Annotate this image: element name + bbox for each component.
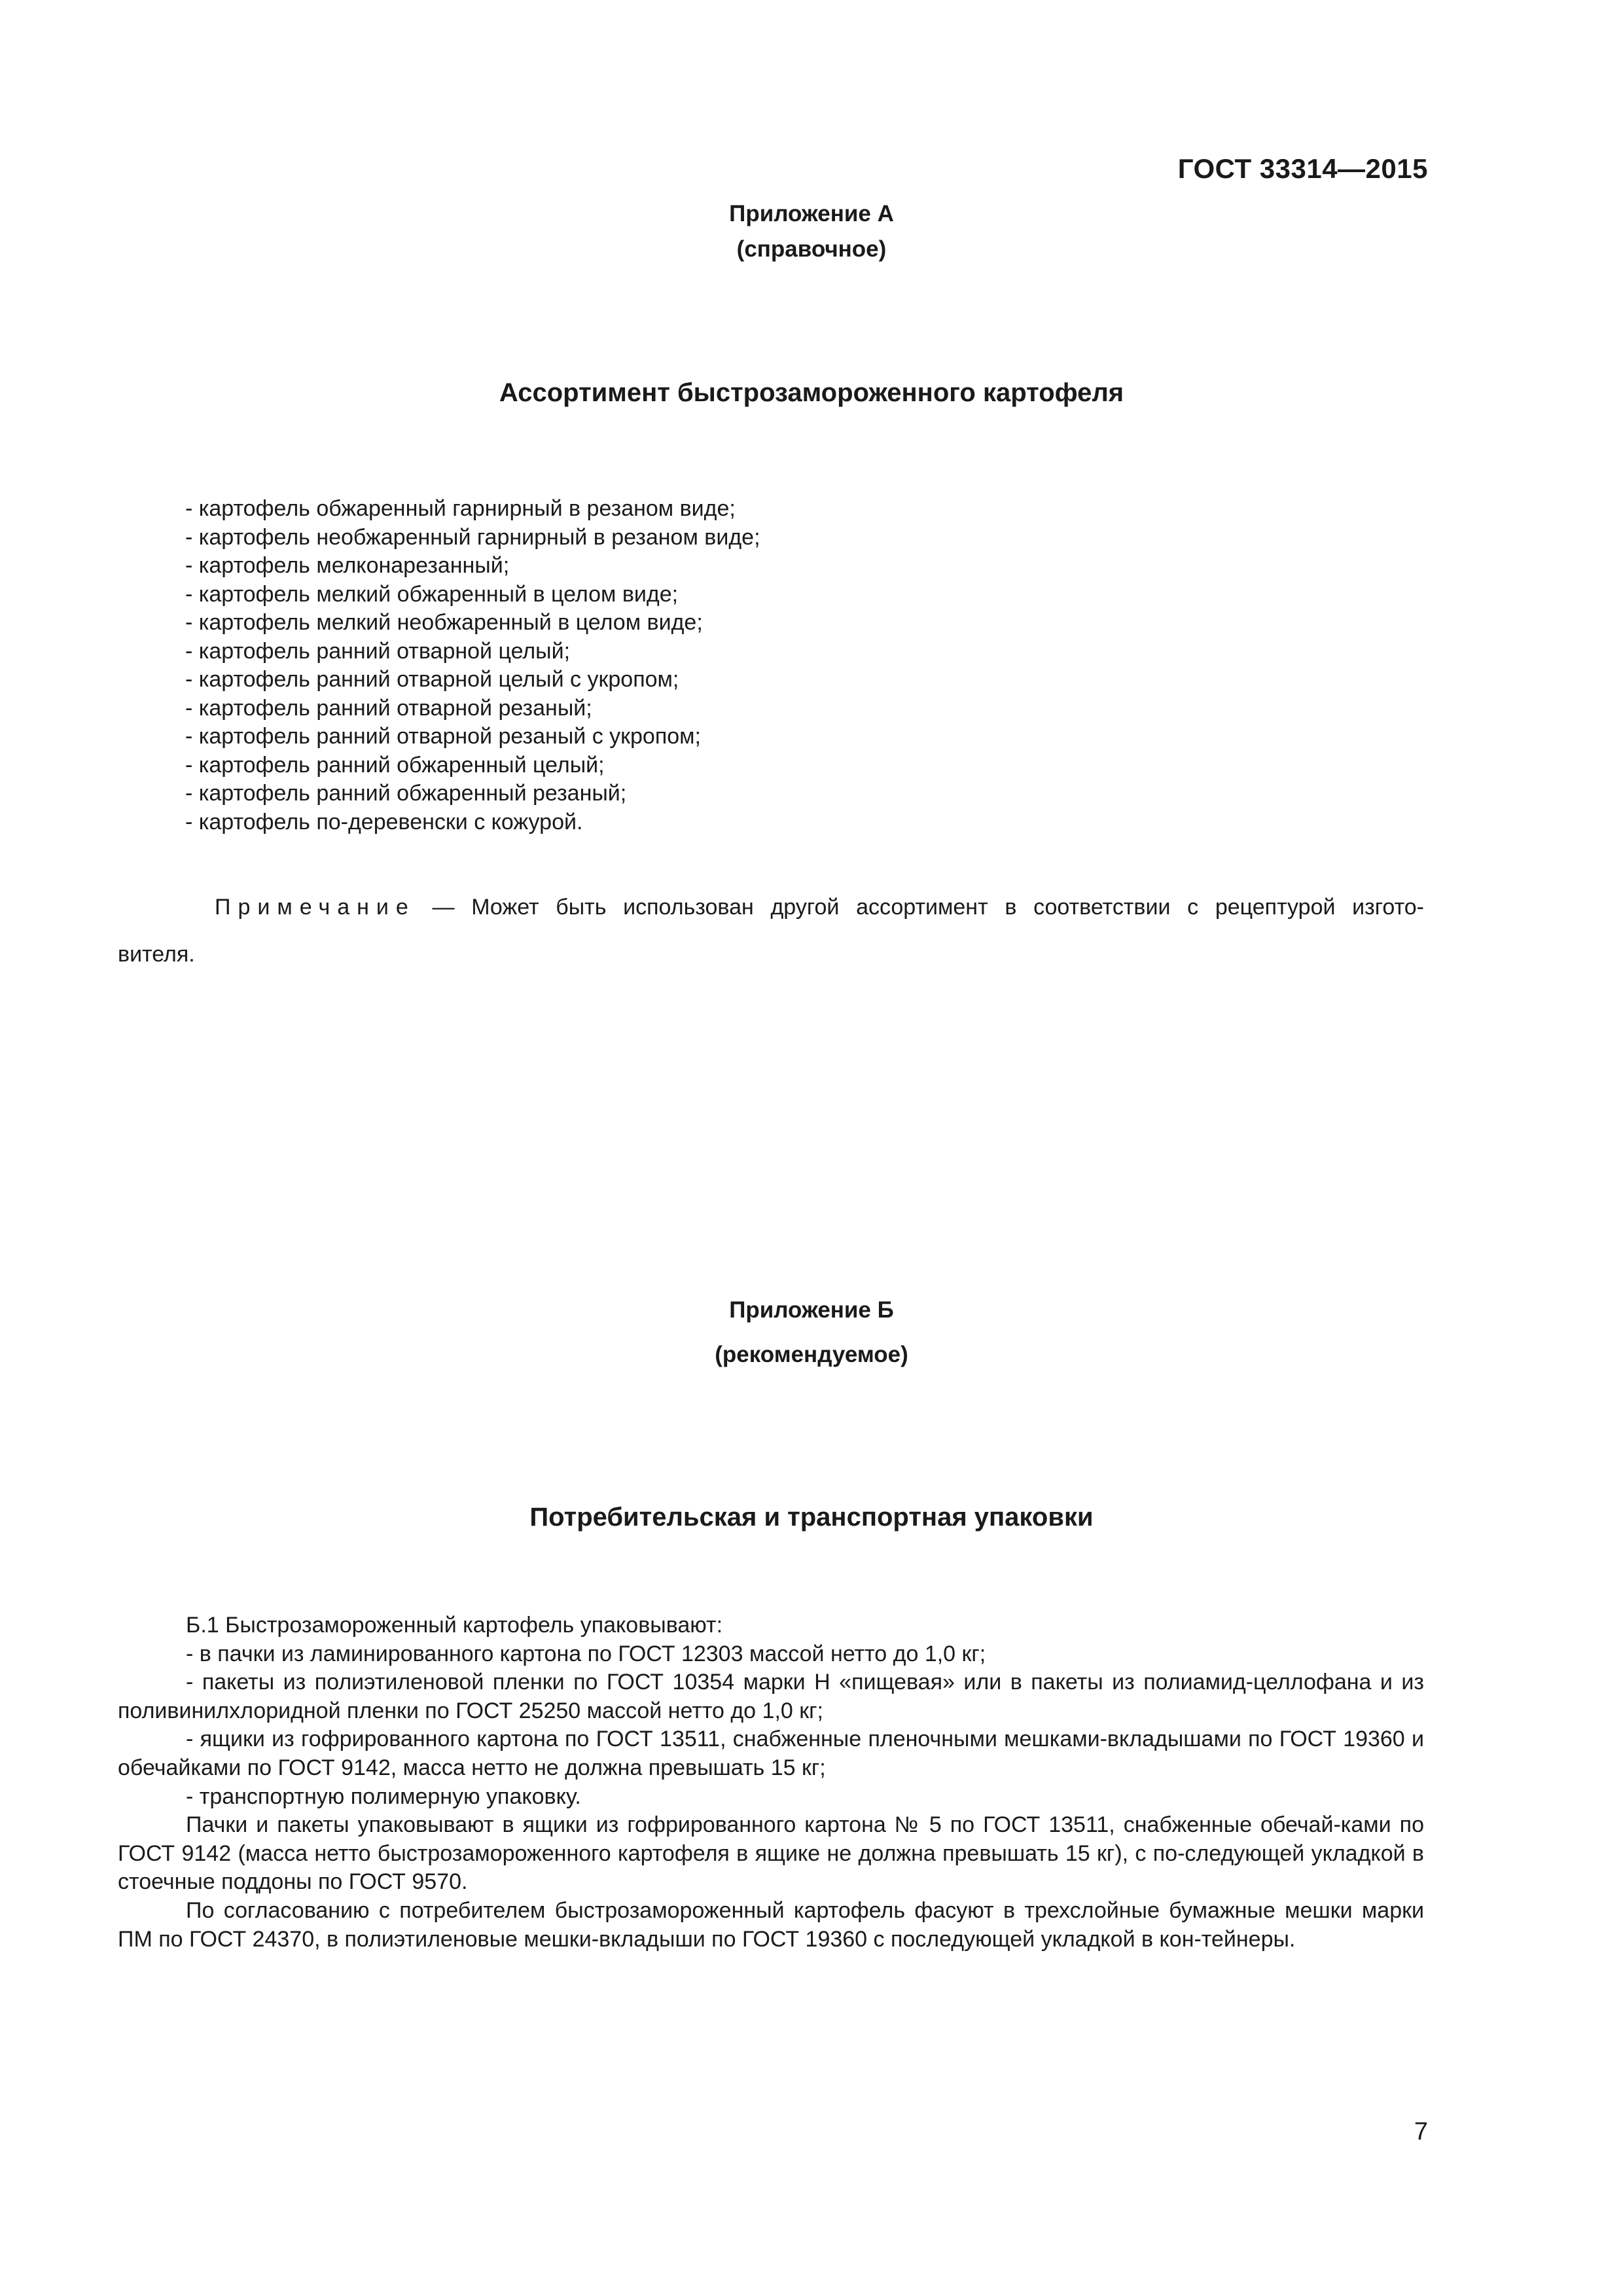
assortment-list	[185, 495, 760, 836]
list-item: - картофель ранний отварной резаный;	[185, 695, 592, 721]
appendix-b-header	[0, 1288, 1623, 1377]
appendix-b-heading: Потребительская и транспортная упаковки	[529, 1503, 1094, 1532]
list-item: - картофель ранний отварной целый с укропом;	[185, 667, 679, 692]
note	[118, 884, 1424, 978]
paragraph: Пачки и пакеты упаковывают в ящики из гофрированного картона № 5 по ГОСТ 13511, снабженные обечай-ками по ГОСТ 9142 (масса нетто быстрозамороженного картофеля в ящике не должна превышать 15 кг), с по-следующей укладкой в стоечные поддоны по ГОСТ 9570.	[118, 1812, 1424, 1895]
list-item: - картофель обжаренный гарнирный в резаном виде;	[185, 496, 736, 521]
paragraph: - в пачки из ламинированного картона по ГОСТ 12303 массой нетто до 1,0 кг;	[186, 1641, 986, 1666]
appendix-a-header	[0, 196, 1623, 267]
note-line-1	[118, 884, 1424, 931]
appendix-b-kind: (рекомендуемое)	[715, 1342, 908, 1367]
note-text-1: — Может быть использован другой ассортимент в соответствии с рецептурой изгото-	[415, 895, 1424, 920]
list-item: - картофель ранний обжаренный целый;	[185, 752, 605, 778]
document-code: ГОСТ 33314—2015	[1177, 153, 1428, 184]
paragraph: - пакеты из полиэтиленовой пленки по ГОСТ 10354 марки Н «пищевая» или в пакеты из полиамид-целлофана и из поливинилхлоридной пленки по ГОСТ 25250 массой нетто до 1,0 кг;	[118, 1670, 1424, 1723]
list-item: - картофель мелкий обжаренный в целом виде;	[185, 581, 679, 607]
list-item: - картофель ранний обжаренный резаный;	[185, 781, 627, 806]
list-item: - картофель необжаренный гарнирный в резаном виде;	[185, 524, 760, 550]
paragraph: - ящики из гофрированного картона по ГОСТ 13511, снабженные пленочными мешками-вкладышами по ГОСТ 19360 и обечайками по ГОСТ 9142, масса нетто не должна превышать 15 кг;	[118, 1727, 1424, 1780]
note-text-2: вителя.	[118, 942, 195, 967]
page-number: 7	[1414, 2118, 1428, 2145]
paragraph: По согласованию с потребителем быстрозамороженный картофель фасуют в трехслойные бумажные мешки марки ПМ по ГОСТ 24370, в полиэтиленовые мешки-вкладыши по ГОСТ 19360 с последующей укладкой в кон-тейнеры.	[118, 1897, 1424, 1952]
appendix-a-kind: (справочное)	[736, 236, 887, 262]
list-item: - картофель ранний отварной резаный с укропом;	[185, 724, 701, 749]
note-label: Примечание	[215, 895, 416, 920]
appendix-a-title: Приложение А	[729, 201, 894, 226]
list-item: - картофель по-деревенски с кожурой.	[185, 809, 583, 834]
list-item: - картофель мелконарезанный;	[185, 553, 510, 578]
paragraph: - транспортную полимерную упаковку.	[186, 1784, 581, 1809]
appendix-b-title: Приложение Б	[729, 1297, 894, 1323]
packaging-text	[118, 1611, 1424, 1954]
appendix-a-heading: Ассортимент быстрозамороженного картофеля	[499, 378, 1124, 407]
list-item: - картофель ранний отварной целый;	[185, 638, 571, 664]
paragraph: Б.1 Быстрозамороженный картофель упаковывают:	[186, 1613, 723, 1638]
list-item: - картофель мелкий необжаренный в целом виде;	[185, 610, 703, 635]
